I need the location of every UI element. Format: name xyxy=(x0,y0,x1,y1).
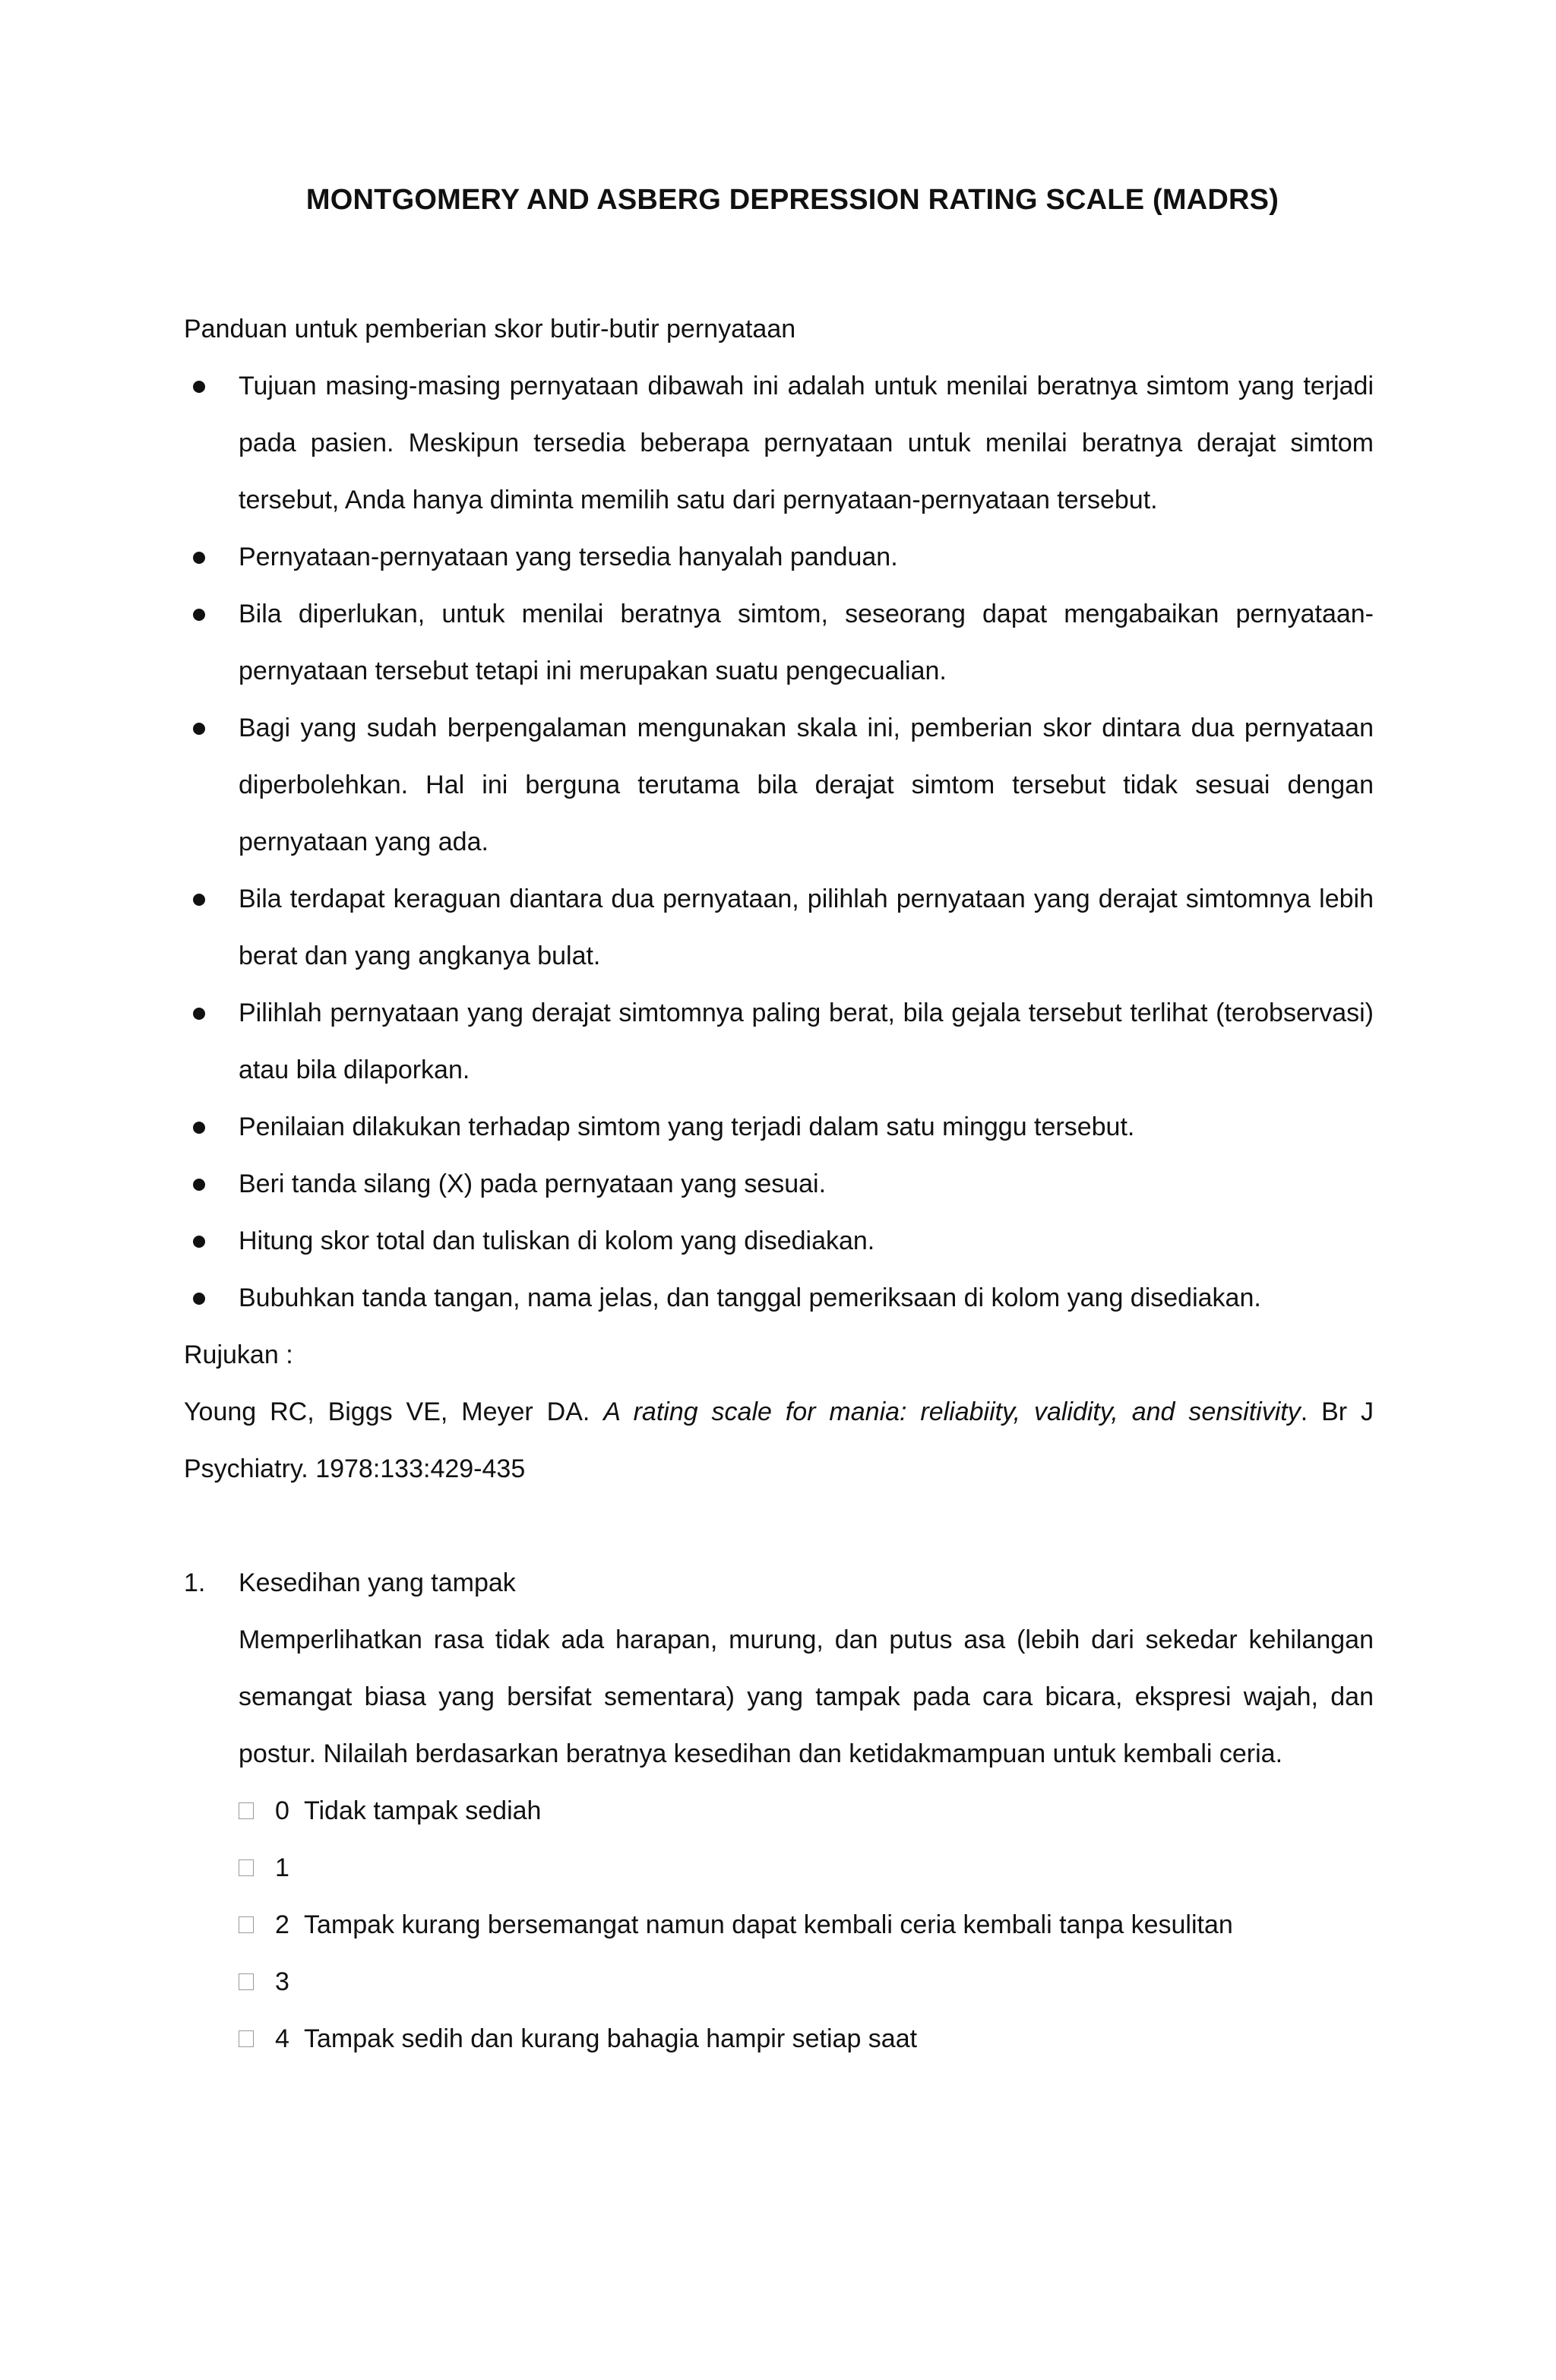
bullet-icon xyxy=(193,381,205,393)
option-score: 0 xyxy=(275,1796,289,1825)
guideline-text: Bila diperlukan, untuk menilai beratnya simtom, seseorang dapat mengabaikan pernyataan-pernyataan tersebut tetapi ini merupakan suatu pengecualian. xyxy=(239,600,1374,685)
reference-label: Rujukan : xyxy=(184,1340,293,1369)
reference-article-title: A rating scale for mania: reliabiity, validity, and sensitivity xyxy=(603,1397,1301,1426)
checkbox-icon[interactable] xyxy=(239,1859,254,1876)
guideline-item xyxy=(184,1213,1374,1270)
option-label: Tidak tampak sediah xyxy=(304,1796,542,1825)
bullet-icon xyxy=(193,723,205,735)
reference-citation xyxy=(184,1384,1374,1498)
guideline-item xyxy=(184,529,1374,586)
guideline-item xyxy=(184,358,1374,529)
score-option[interactable] xyxy=(239,1783,1374,1840)
rating-item xyxy=(184,1555,1374,2068)
guideline-text: Bubuhkan tanda tangan, nama jelas, dan tanggal pemeriksaan di kolom yang disediakan. xyxy=(239,1283,1261,1312)
guideline-item xyxy=(184,1099,1374,1156)
item-description: Memperlihatkan rasa tidak ada harapan, murung, dan putus asa (lebih dari sekedar kehilangan semangat biasa yang bersifat sementara) yang tampak pada cara bicara, ekspresi wajah, dan postur. Nilailah berdasarkan beratnya kesedihan dan ketidakmampuan untuk kembali ceria. xyxy=(239,1625,1374,1768)
score-option[interactable] xyxy=(239,2011,1374,2068)
guideline-text: Beri tanda silang (X) pada pernyataan yang sesuai. xyxy=(239,1169,827,1198)
option-score: 2 xyxy=(275,1910,289,1939)
checkbox-icon[interactable] xyxy=(239,1916,254,1933)
score-option[interactable] xyxy=(239,1897,1374,1954)
document-body xyxy=(184,301,1374,2068)
reference-authors: Young RC, Biggs VE, Meyer DA. xyxy=(184,1397,604,1426)
option-score: 1 xyxy=(275,1853,289,1882)
guideline-text: Bagi yang sudah berpengalaman mengunakan skala ini, pemberian skor dintara dua pernyataan diperbolehkan. Hal ini berguna terutama bila derajat simtom tersebut tidak sesuai dengan pernyataan yang ada. xyxy=(239,714,1374,856)
guideline-list xyxy=(184,358,1374,1327)
option-label: Tampak sedih dan kurang bahagia hampir setiap saat xyxy=(304,2024,918,2053)
guideline-text: Penilaian dilakukan terhadap simtom yang terjadi dalam satu minggu tersebut. xyxy=(239,1112,1135,1141)
option-score: 4 xyxy=(275,2024,289,2053)
guideline-text: Pernyataan-pernyataan yang tersedia hanyalah panduan. xyxy=(239,543,898,571)
scoring-guide-heading: Panduan untuk pemberian skor butir-butir pernyataan xyxy=(184,315,796,343)
checkbox-icon[interactable] xyxy=(239,1802,254,1819)
bullet-icon xyxy=(193,1179,205,1191)
bullet-icon xyxy=(193,1293,205,1305)
guideline-item xyxy=(184,1270,1374,1327)
score-option[interactable] xyxy=(239,1954,1374,2011)
bullet-icon xyxy=(193,609,205,621)
bullet-icon xyxy=(193,552,205,564)
document-title: MONTGOMERY AND ASBERG DEPRESSION RATING SCALE (MADRS) xyxy=(305,184,1279,216)
guideline-item xyxy=(184,985,1374,1099)
guideline-item xyxy=(184,586,1374,700)
score-option[interactable] xyxy=(239,1840,1374,1897)
reference-journal: . Br J Psychiatry. 1978:133:429-435 xyxy=(184,1397,1374,1483)
bullet-icon xyxy=(193,1236,205,1248)
item-heading: Kesedihan yang tampak xyxy=(239,1568,516,1597)
option-label: Tampak kurang bersemangat namun dapat kembali ceria kembali tanpa kesulitan xyxy=(304,1910,1233,1939)
guideline-text: Tujuan masing-masing pernyataan dibawah ini adalah untuk menilai beratnya simtom yang terjadi pada pasien. Meskipun tersedia beberapa pernyataan untuk menilai beratnya derajat simtom tersebut, Anda hanya diminta memilih satu dari pernyataan-pernyataan tersebut. xyxy=(239,372,1374,514)
guideline-item xyxy=(184,871,1374,985)
bullet-icon xyxy=(193,1008,205,1020)
guideline-text: Pilihlah pernyataan yang derajat simtomnya paling berat, bila gejala tersebut terlihat (terobservasi) atau bila dilaporkan. xyxy=(239,999,1374,1084)
bullet-icon xyxy=(193,894,205,906)
option-score: 3 xyxy=(275,1967,289,1996)
guideline-item xyxy=(184,1156,1374,1213)
bullet-icon xyxy=(193,1122,205,1134)
section-spacer xyxy=(184,1498,1374,1555)
guideline-text: Hitung skor total dan tuliskan di kolom yang disediakan. xyxy=(239,1226,875,1255)
guideline-item xyxy=(184,700,1374,871)
checkbox-icon[interactable] xyxy=(239,2030,254,2047)
guideline-text: Bila terdapat keraguan diantara dua pernyataan, pilihlah pernyataan yang derajat simtomnya lebih berat dan yang angkanya bulat. xyxy=(239,885,1374,970)
checkbox-icon[interactable] xyxy=(239,1973,254,1990)
item-number: 1. xyxy=(184,1568,206,1597)
